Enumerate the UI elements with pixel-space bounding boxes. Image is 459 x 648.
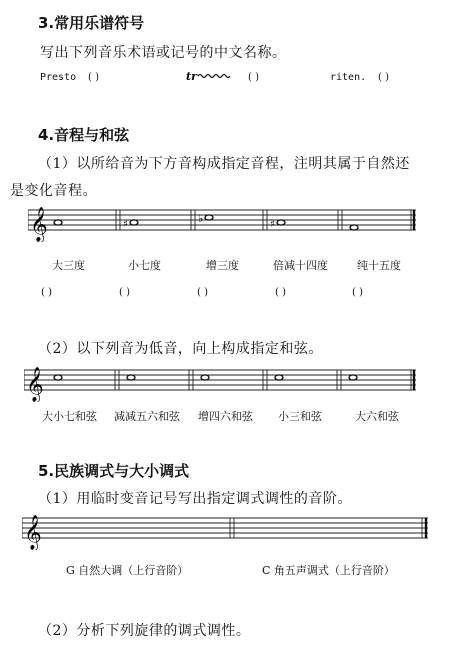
scale-staff	[22, 508, 432, 550]
term-riten: riten.	[330, 72, 367, 83]
term-trill-blank[interactable]: ( )	[248, 72, 259, 83]
chord-staff	[24, 360, 420, 402]
interval-answer-blank[interactable]: ( )	[41, 287, 52, 298]
term-presto-blank[interactable]: ( )	[88, 72, 99, 83]
section-5-part1: （1）用临时变音记号写出指定调式调性的音阶。	[38, 491, 352, 507]
interval-answer-blank[interactable]: ( )	[275, 287, 286, 298]
section-5-part2: （2）分析下列旋律的调式调性。	[38, 623, 251, 639]
section-4-part1-line1: （1）以所给音为下方音构成指定音程，注明其属于自然还	[38, 156, 410, 172]
interval-label: 增三度	[206, 259, 239, 272]
trill-symbol-icon	[186, 68, 234, 87]
section-4-part2: （2）以下列音为低音，向上构成指定和弦。	[38, 341, 323, 357]
scale-label: G 自然大调（上行音阶）	[66, 564, 189, 577]
svg-text:♯: ♯	[270, 219, 275, 230]
trill-label: tr	[186, 70, 197, 83]
treble-clef-icon: 𝄞	[30, 207, 48, 242]
section-5-heading: 5.民族调式与大小调式	[38, 462, 190, 480]
interval-label: 大三度	[52, 259, 85, 272]
section-4-heading: 4.音程与和弦	[38, 126, 130, 144]
treble-clef-icon: 𝄞	[26, 367, 44, 402]
svg-text:♯: ♯	[123, 219, 128, 230]
chord-label: 减减五六和弦	[114, 410, 180, 423]
section-3-heading: 3.常用乐谱符号	[38, 14, 145, 32]
interval-answer-blank[interactable]: ( )	[352, 287, 363, 298]
section-3-instruction: 写出下列音乐术语或记号的中文名称。	[40, 45, 287, 61]
section-4-part1-line2: 是变化音程。	[10, 183, 97, 199]
term-riten-blank[interactable]: ( )	[378, 72, 389, 83]
interval-answer-blank[interactable]: ( )	[197, 287, 208, 298]
term-presto: Presto	[40, 72, 77, 83]
svg-text:♭: ♭	[198, 212, 204, 225]
chord-label: 小三和弦	[278, 410, 322, 423]
interval-staff	[28, 200, 420, 242]
chord-label: 大六和弦	[355, 410, 399, 423]
interval-answer-blank[interactable]: ( )	[119, 287, 130, 298]
chord-label: 增四六和弦	[198, 410, 253, 423]
interval-label: 纯十五度	[357, 259, 401, 272]
chord-label: 大小七和弦	[42, 410, 97, 423]
scale-label: C 角五声调式（上行音阶）	[262, 564, 395, 577]
treble-clef-icon: 𝄞	[24, 515, 42, 550]
interval-label: 小七度	[128, 259, 161, 272]
interval-label: 倍减十四度	[273, 259, 328, 272]
